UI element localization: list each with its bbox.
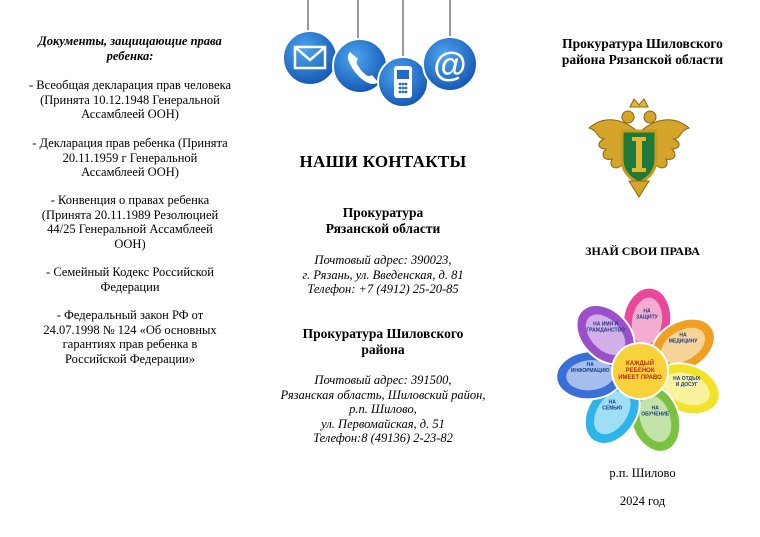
cover-panel bbox=[515, 0, 760, 537]
document-item: - Семейный Кодекс Российской Федерации bbox=[46, 265, 214, 294]
document-item: - Всеобщая декларация прав человека (Принята 10.12.1948 Генеральной Ассамблеей ООН) bbox=[29, 78, 231, 121]
document-item: - Декларация прав ребенка (Принята 20.11.1959 г Генеральной Ассамблеей ООН) bbox=[32, 136, 228, 179]
town-name: р.п. Шилово bbox=[609, 466, 676, 480]
petal-label: НА ОТДЫХ bbox=[673, 375, 701, 382]
mobile-phone-icon bbox=[378, 57, 428, 107]
org-phone: Телефон:8 (49136) 2-23-82 bbox=[313, 431, 453, 445]
documents-title: Документы, защищающие права ребенка: bbox=[38, 34, 222, 63]
flower-center-label: КАЖДЫЙ bbox=[626, 361, 654, 367]
org-address: Почтовый адрес: 390023, г. Рязань, ул. Введенская, д. 81 Телефон: +7 (4912) 25-20-85 bbox=[258, 253, 508, 297]
petal-label: ОБУЧЕНИЕ bbox=[641, 411, 670, 418]
svg-text:@: @ bbox=[433, 46, 467, 84]
publication-year: 2024 год bbox=[619, 494, 666, 508]
petal-label: НА bbox=[608, 399, 616, 406]
petal-label: НА bbox=[586, 362, 594, 369]
petal-label: НА bbox=[643, 308, 651, 315]
flower-center-label: ИМЕЕТ ПРАВО bbox=[618, 375, 662, 381]
envelope-icon bbox=[283, 31, 337, 85]
document-item: - Конвенция о правах ребенка (Принята 20.11.1989 Резолюцией 44/25 Генеральной Ассамблеей ООН) bbox=[41, 193, 219, 251]
document-item: - Федеральный закон РФ от 24.07.1998 № 124 «Об основных гарантиях прав ребенка в Российской Федерации» bbox=[43, 308, 217, 366]
documents-panel bbox=[0, 0, 250, 537]
prosecutor-emblem-icon bbox=[584, 93, 694, 203]
contacts-heading: НАШИ КОНТАКТЫ bbox=[299, 152, 467, 171]
petal-label: И ДОСУГ bbox=[675, 381, 698, 388]
petal-label: НА bbox=[651, 405, 659, 412]
org-phone: Телефон: +7 (4912) 25-20-85 bbox=[307, 282, 459, 296]
flower-center-label: РЕБЕНОК bbox=[625, 368, 655, 374]
org-name: Прокуратура Шиловского района bbox=[302, 326, 464, 357]
petal-label: ЗАЩИТУ bbox=[636, 314, 658, 321]
org-address: Почтовый адрес: 391500, Рязанская область, Шиловский район, р.п. Шилово, ул. Первомайская, д. 51 Телефон:8 (49136) 2-23-82 bbox=[258, 373, 508, 446]
petal-label: СЕМЬЮ bbox=[602, 405, 623, 412]
petal-label: НА ИМЯ И bbox=[593, 321, 619, 328]
petal-label: ГРАЖДАНСТВО bbox=[586, 327, 625, 334]
know-your-rights-title: ЗНАЙ СВОИ ПРАВА bbox=[585, 244, 700, 258]
at-sign-icon bbox=[423, 37, 477, 91]
petal-label: МЕДИЦИНУ bbox=[668, 338, 698, 345]
cover-org-title: Прокуратура Шиловского района Рязанской области bbox=[561, 36, 724, 67]
contact-icons-banner bbox=[258, 0, 508, 110]
org-name: Прокуратура Рязанской области bbox=[325, 205, 441, 236]
petal-label: ИНФОРМАЦИЮ bbox=[570, 368, 610, 375]
petal-label: НА bbox=[679, 332, 687, 339]
rights-flower bbox=[555, 286, 725, 456]
contacts-panel bbox=[258, 0, 508, 537]
